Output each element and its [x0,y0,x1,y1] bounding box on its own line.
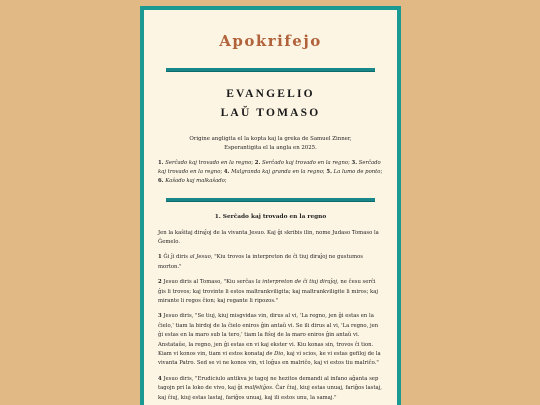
verse-3: 3 Jesuo diris, "Se tiuj, kiuj misgvidas vin, dirus al vi, 'La regno, jen ĝi estas en la ĉielo,' tiam la birdoj de la ĉielo eniros ĝin antaŭ vi. Se ili dirus al vi, 'La regno, jen ĝi estas en la maro sub la tero,' tiam la fiŝoj de la maro eniros ĝin antaŭ vi. Anstataŭe, la regno, jen ĝi estas en vi kaj ekster vi. Kiu konas sin, trovos ĉi tion. Kiam vi konos vin, tiam vi estos konataj de Dio, kaj vi scios, ke vi estas gefiloj de la vivanta Patro. Sed se vi ne konos vin, vi loĝus en malriĉo, kaj vi estos tiu malriĉo." [158,313,381,367]
verse-2: 2 Jesuo diris al Tomaso, "Kiu serĉas la interpreton de ĉi tiuj diraĵoj, ne ĉesu serĉi ĝis li trovos; kaj trovinte li estos maltrankviligita; kaj maltrankviligite li miros; kaj mirante li regos ĉion; kaj regante li ripozos." [158,279,379,305]
site-title[interactable]: Apokrifejo [219,32,322,50]
verse-4: 4 Jesuo diris, "Erudiciulo antikva je tagoj ne hezitos demandi al infano aĝanta sep tagojn pri la loko de vivo, kaj ĝi malfeliĝos. Ĉar ĉiuj, kiuj estas unuaj, fariĝos lastaj, kaj ĉiuj, kiuj estas lastaj, fariĝos unuaj, kaj ili estos unu, la samaj." [158,375,382,401]
document-title [158,85,383,123]
document-page [140,6,401,405]
paragraph-preface: Jen la kaŝitaj diraĵoj de la vivanta Jesuo. Kaj ĝi skribis ilin, nome Judaso Tomaso la Ĝemelo. [158,229,379,246]
verse-number: 2 [158,279,162,286]
intro-note [158,135,383,153]
toc-item[interactable]: 6. Kaŝado kaj malkaŝado [158,178,225,185]
intro-line2: Esperantigita el la angla en 2025. [224,145,317,151]
section-heading: 1. Serĉado kaj trovado en la regno [214,213,327,220]
toc-item[interactable]: 2. Serĉado kaj trovado en la regno [254,160,349,166]
verse-number: 4 [158,375,162,382]
document-title-line2: LAŬ TOMASO [220,107,321,119]
verse-number: 1 [158,254,162,261]
toc-item[interactable]: 1. Serĉado kaj trovado en la regno [158,160,252,166]
section-divider [166,198,375,202]
intro-line1: Origine angligita el la kopta kaj la greka de Samuel Zinner, [189,136,352,142]
table-of-contents: 1. Serĉado kaj trovado en la regno; 2. Serĉado kaj trovado en la regno; 3. Serĉado kaj trovado en la regno; 4. Malgranda kaj granda en la regno; 5. La lumo de ponto; 6. Kaŝado kaj malkaŝado; [158,160,383,185]
toc-item[interactable]: 3. Serĉado kaj trovado en la regno [158,160,381,176]
toc-item[interactable]: 5. La lumo de ponto [326,169,381,176]
document-title-line1: EVANGELIO [226,88,315,100]
toc-item[interactable]: 4. Malgranda kaj granda en la regno [223,169,323,176]
verse-number: 3 [158,313,162,320]
top-divider [166,68,375,72]
verse-1: 1 Ĝi ĵi diris al Jesuo, "Kiu trovos la interpreton de ĉi tiuj diraĵoj ne gustumos morton." [158,254,363,270]
